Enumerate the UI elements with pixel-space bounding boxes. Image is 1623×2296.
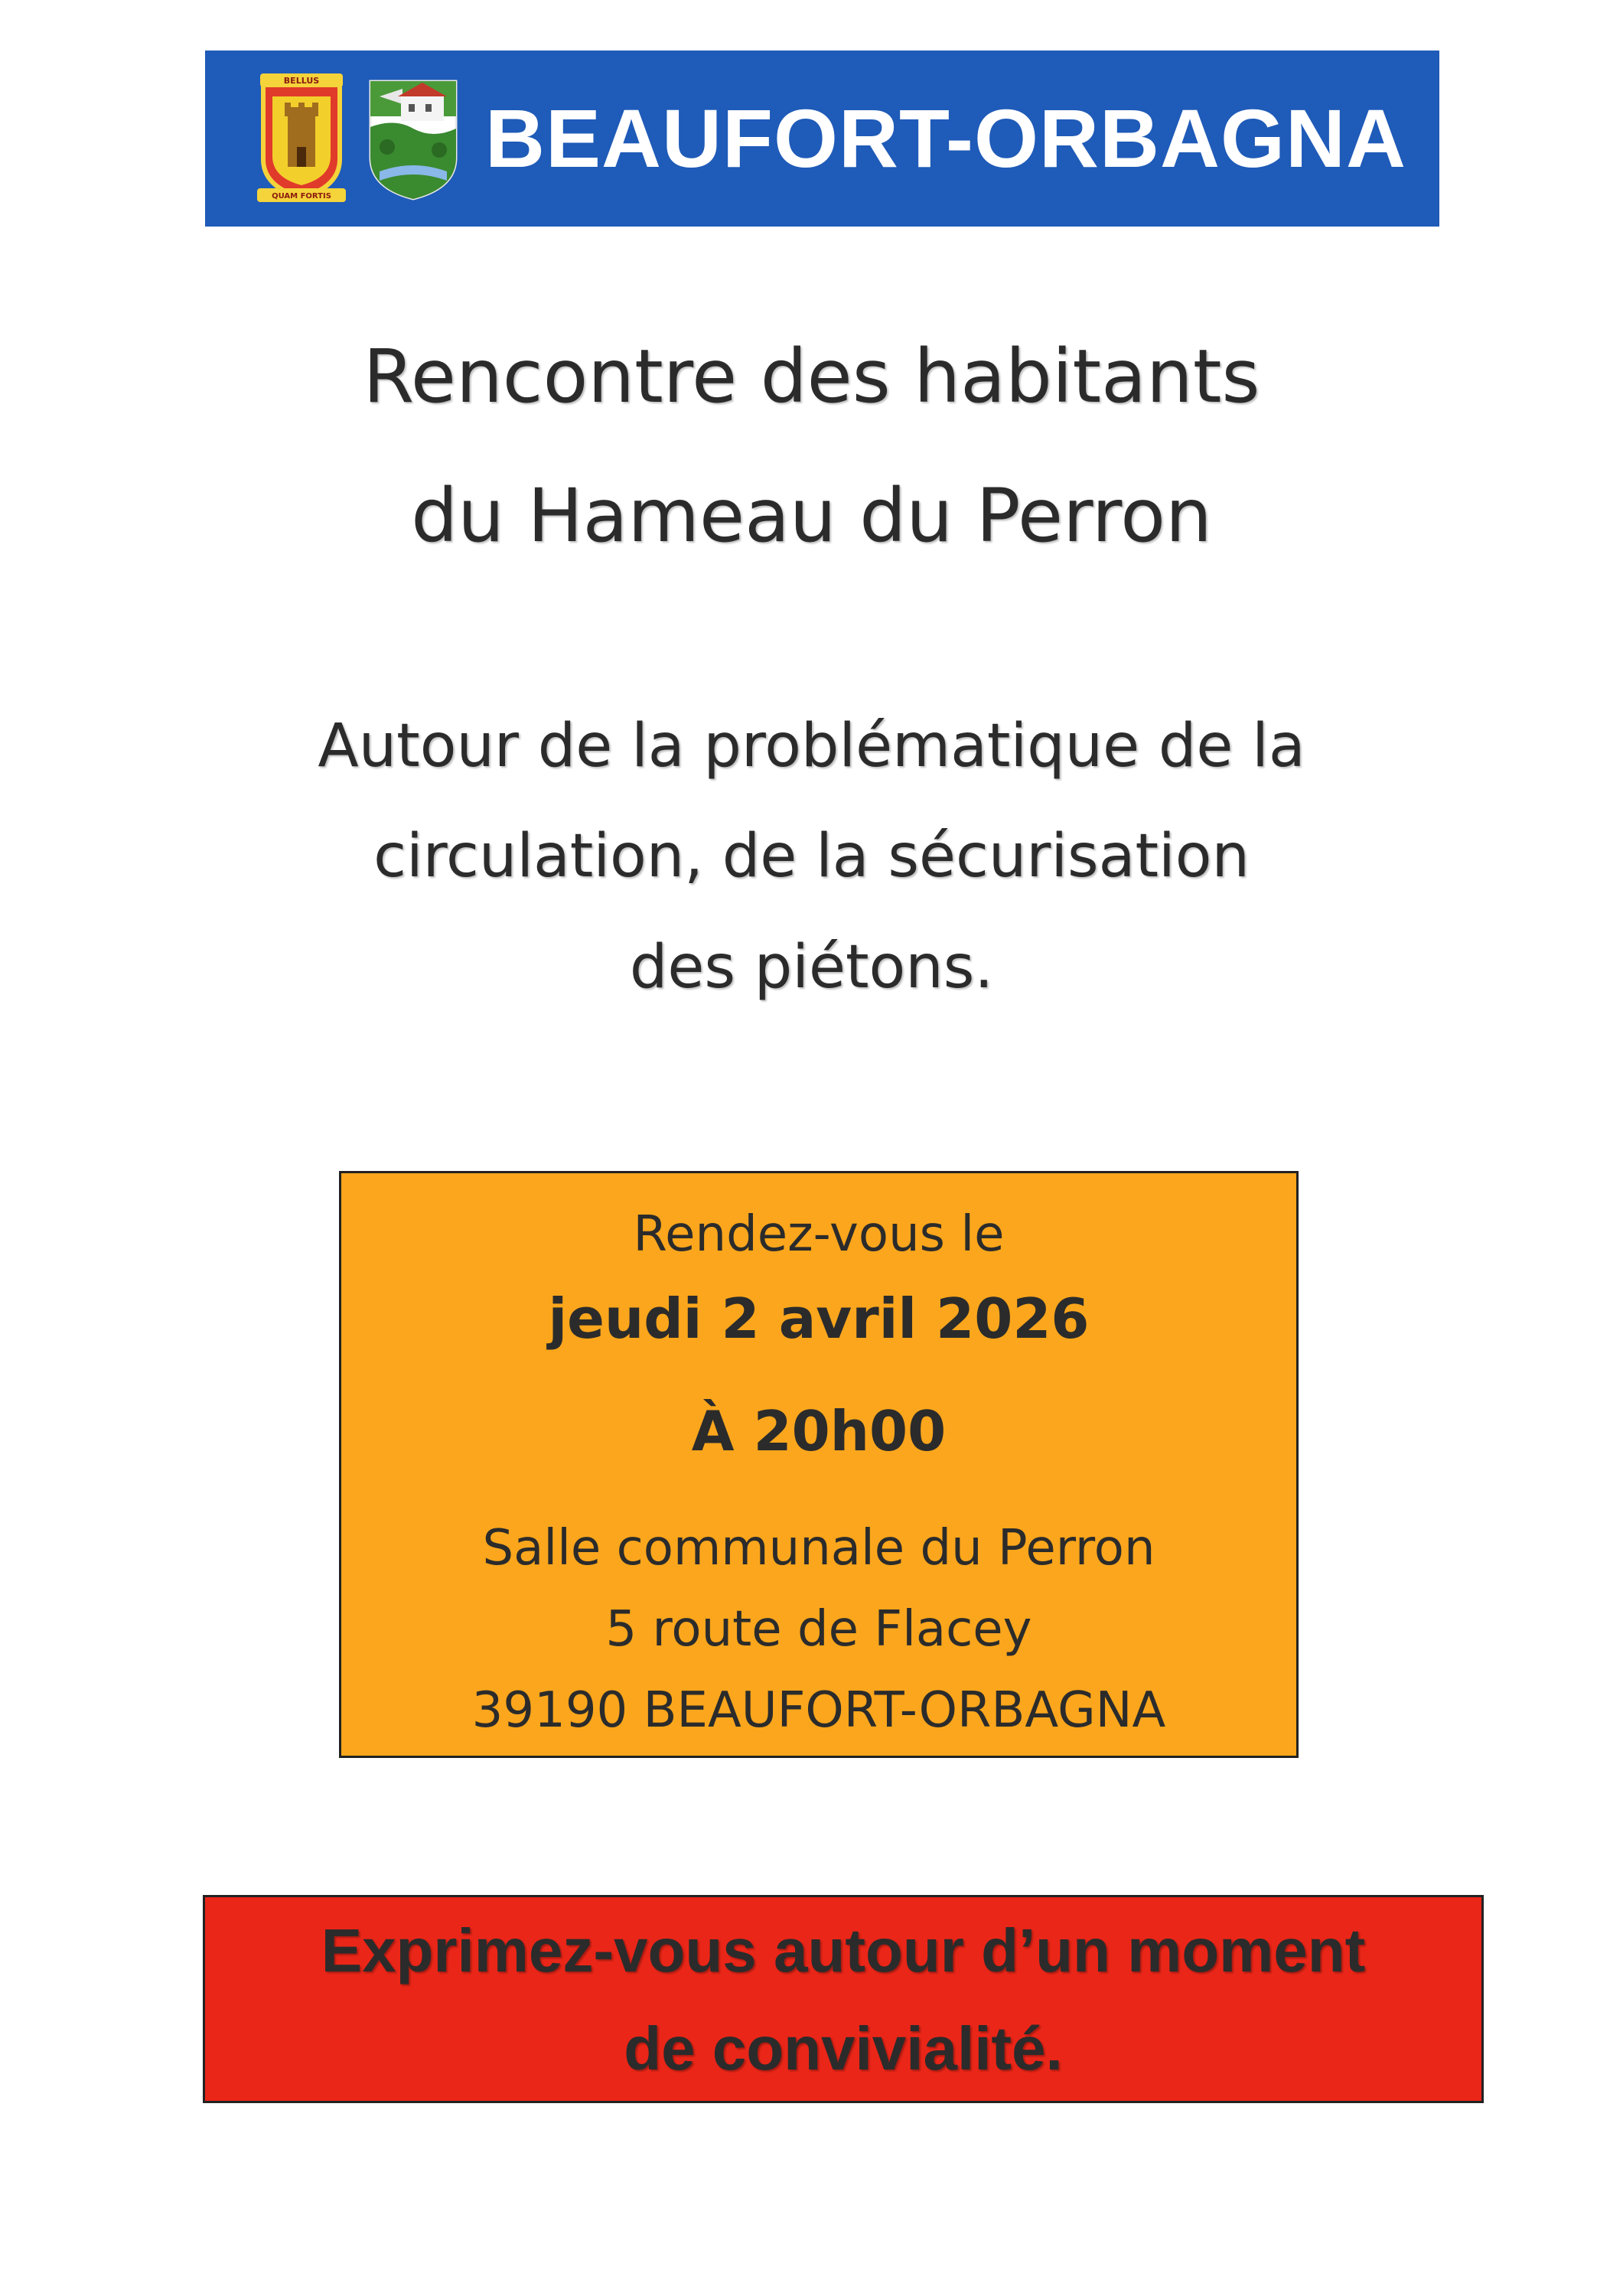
crest-motto-bottom: QUAM FORTIS — [272, 192, 331, 201]
subheading-line-3: des piétons. — [629, 933, 994, 1002]
orbagna-coat-of-arms-icon — [364, 73, 462, 204]
subheading-line-2: circulation, de la sécurisation — [373, 822, 1250, 891]
conviviality-line-2: de convivialité. — [624, 2014, 1063, 2082]
header-banner — [205, 51, 1439, 227]
rendezvous-date: jeudi 2 avril 2026 — [548, 1287, 1090, 1351]
venue-street: 5 route de Flacey — [605, 1601, 1032, 1658]
conviviality-banner — [203, 1895, 1484, 2103]
venue-name: Salle communale du Perron — [482, 1520, 1155, 1577]
rendezvous-box — [339, 1171, 1299, 1758]
beaufort-coat-of-arms-icon — [253, 73, 350, 204]
heading-line-1: Rencontre des habitants — [363, 334, 1260, 419]
heading-line-2: du Hameau du Perron — [411, 473, 1212, 559]
rendezvous-intro: Rendez-vous le — [633, 1206, 1005, 1263]
subheading-line-1: Autour de la problématique de la — [318, 712, 1305, 781]
crest-motto-top: BELLUS — [283, 76, 320, 86]
venue-city: 39190 BEAUFORT-ORBAGNA — [471, 1682, 1166, 1739]
town-name-title: BEAUFORT-ORBAGNA — [485, 92, 1406, 184]
conviviality-line-1: Exprimez-vous autour d’un moment — [321, 1916, 1366, 1985]
rendezvous-time: À 20h00 — [691, 1399, 947, 1463]
